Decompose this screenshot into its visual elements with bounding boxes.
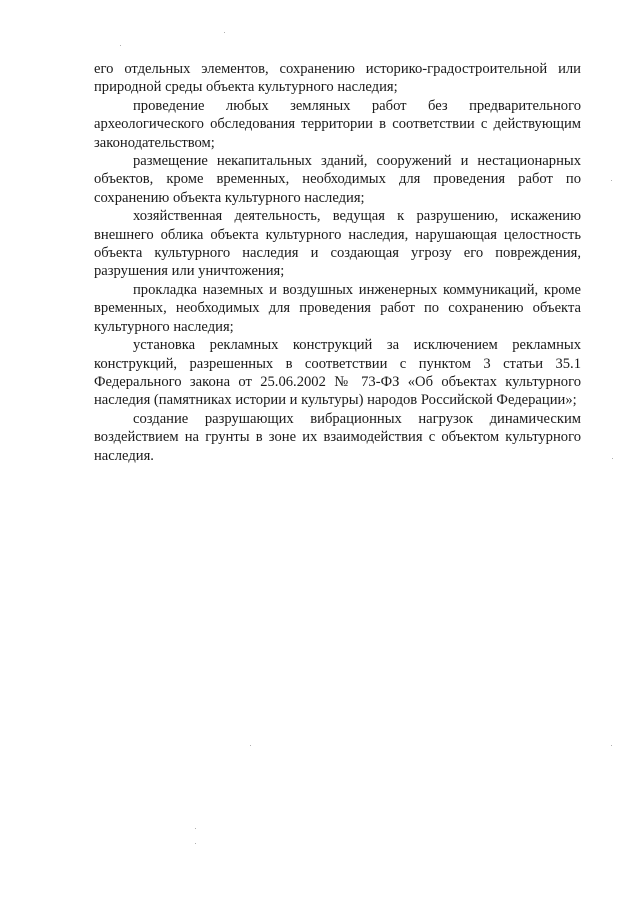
- paragraph-advertising: установка рекламных конструкций за исключением рекламных конструкций, разрешенных в соответствии с пунктом 3 статьи 35.1 Федерального закона от 25.06.2002 № 73-ФЗ «Об объектах культурного наследия (памятниках истории и культуры) народов Российской Федерации»;: [94, 337, 581, 409]
- paragraph-utilities: прокладка наземных и воздушных инженерных коммуникаций, кроме временных, необходимых для проведения работ по сохранению объекта культурного наследия;: [94, 281, 581, 335]
- scan-speck: [120, 45, 121, 46]
- scan-speck: [611, 180, 612, 181]
- paragraph-earthworks: проведение любых земляных работ без предварительного археологического обследования территории в соответствии с действующим законодательством;: [94, 97, 581, 151]
- paragraph-vibration: создание разрушающих вибрационных нагрузок динамическим воздействием на грунты в зоне их взаимодействия с объектом культурного наследия.: [94, 410, 581, 464]
- document-body: [94, 60, 581, 465]
- scan-speck: [611, 745, 612, 746]
- paragraph-continuation: его отдельных элементов, сохранению историко-градостроительной или природной среды объекта культурного наследия;: [94, 61, 581, 96]
- scan-speck: [224, 32, 225, 33]
- paragraph-non-capital-buildings: размещение некапитальных зданий, сооружений и нестационарных объектов, кроме временных, необходимых для проведения работ по сохранению объекта культурного наследия;: [94, 153, 581, 206]
- scan-speck: [250, 745, 251, 746]
- scan-speck: [195, 843, 196, 844]
- scan-speck: [195, 828, 196, 829]
- paragraph-economic-activity: хозяйственная деятельность, ведущая к разрушению, искажению внешнего облика объекта культурного наследия, нарушающая целостность объекта культурного наследия и создающая угрозу его повреждения, разрушения или уничтожения;: [94, 208, 581, 280]
- scan-speck: [612, 458, 613, 459]
